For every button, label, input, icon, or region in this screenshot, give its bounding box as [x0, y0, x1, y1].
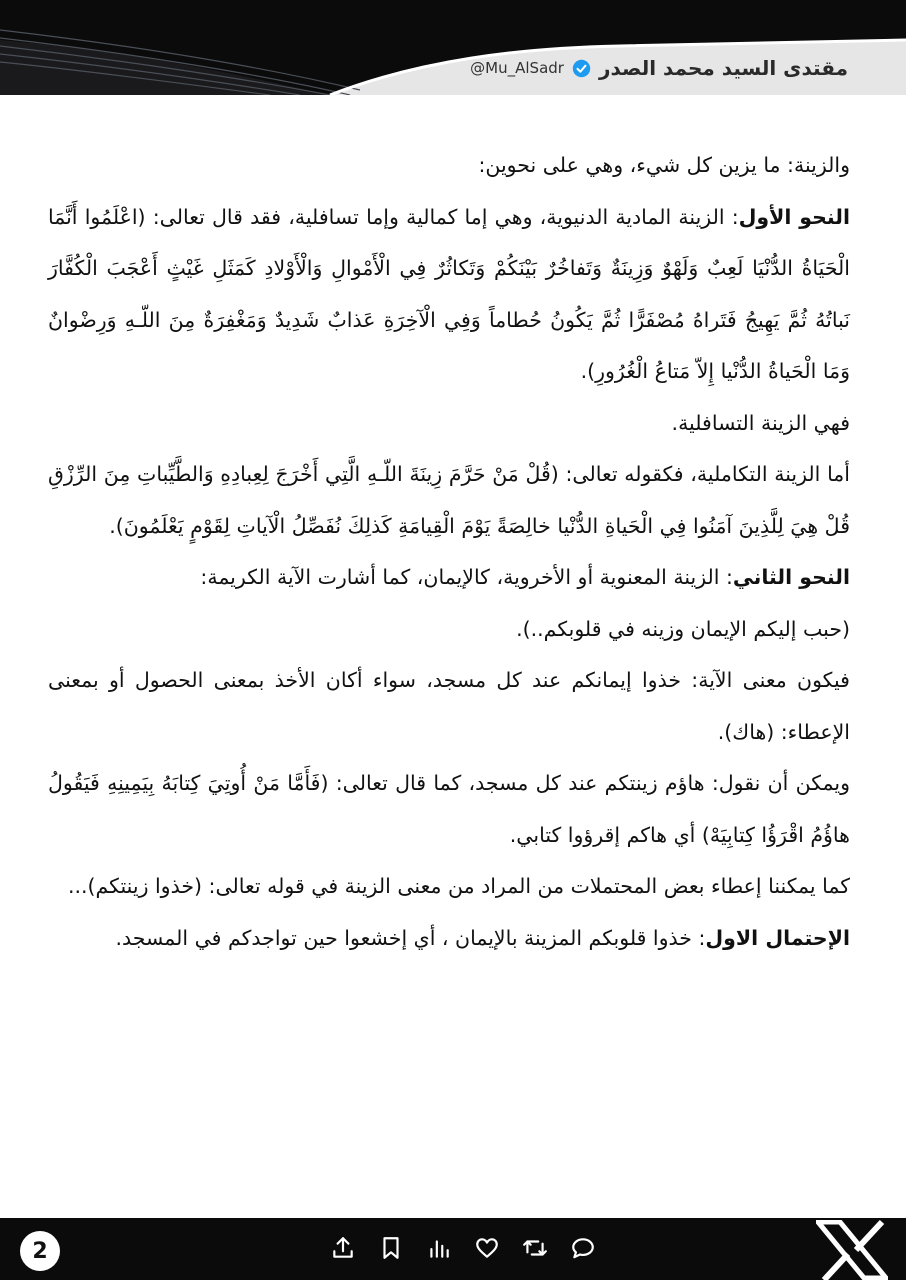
page-number: 2	[20, 1231, 60, 1271]
action-bar	[330, 1235, 596, 1261]
views-icon[interactable]	[426, 1235, 452, 1261]
repost-icon[interactable]	[522, 1235, 548, 1261]
paragraph: فيكون معنى الآية: خذوا إيمانكم عند كل مسجد، سواء أكان الأخذ بمعنى الحصول أو بمعنى الإعطاء: (هاك).	[48, 668, 850, 744]
share-icon[interactable]	[330, 1235, 356, 1261]
paragraph: النحو الأول: الزينة المادية الدنيوية، وهي إما كمالية وإما تسافلية، فقد قال تعالى: (اعْلَمُوا أَنَّمَا الْحَيَاةُ الدُّنْيَا لَعِبٌ وَلَهْوٌ وَزِينَةٌ وَتَفاخُرٌ بَيْنَكُمْ وَتَكاثُرٌ فِي الْأَمْوالِ وَالْأَوْلادِ كَمَثَلِ غَيْثٍ أَعْجَبَ الْكُفَّارَ نَباتُهُ ثُمَّ يَهِيجُ فَتَراهُ مُصْفَرًّا ثُمَّ يَكُونُ حُطاماً وَفِي الْآخِرَةِ عَذابٌ شَدِيدٌ وَمَغْفِرَةٌ مِنَ اللّـهِ وَرِضْوانٌ وَمَا الْحَياةُ الدُّنْيا إِلاّ مَتاعُ الْغُرُورِ).	[48, 204, 850, 383]
paragraph: (حبب إليكم الإيمان وزينه في قلوبكم..).	[516, 616, 850, 641]
author-info	[470, 56, 848, 80]
paragraph: أما الزينة التكاملية، فكقوله تعالى: (قُلْ مَنْ حَرَّمَ زِينَةَ اللّـهِ الَّتِي أَخْرَجَ لِعِبادِهِ وَالطَّيِّباتِ مِنَ الرِّزْقِ قُلْ هِيَ لِلَّذِينَ آمَنُوا فِي الْحَياةِ الدُّنْيا خالِصَةً يَوْمَ الْقِيامَةِ كَذلِكَ نُفَصِّلُ الْآياتِ لِقَوْمٍ يَعْلَمُونَ).	[48, 462, 850, 538]
paragraph: النحو الثاني: الزينة المعنوية أو الأخروية، كالإيمان، كما أشارت الآية الكريمة:	[200, 565, 850, 589]
x-logo	[816, 1220, 888, 1280]
paragraph: كما يمكننا إعطاء بعض المحتملات من المراد من معنى الزينة في قوله تعالى: (خذوا زينتكم)...	[67, 874, 850, 898]
header-banner	[0, 0, 906, 95]
author-name[interactable]: مقتدى السيد محمد الصدر	[598, 56, 848, 80]
reply-icon[interactable]	[570, 1235, 596, 1261]
footer-bar	[0, 1218, 906, 1280]
paragraph: الإحتمال الاول: خذوا قلوبكم المزينة بالإيمان ، أي إخشعوا حين تواجدكم في المسجد.	[115, 925, 850, 950]
like-icon[interactable]	[474, 1235, 500, 1261]
tweet-body	[48, 140, 850, 964]
section-heading: النحو الثاني	[732, 565, 850, 589]
paragraph: ويمكن أن نقول: هاؤم زينتكم عند كل مسجد، كما قال تعالى: (فَأَمَّا مَنْ أُوتِيَ كِتابَهُ بِيَمِينِهِ فَيَقُولُ هاؤُمُ اقْرَؤُا كِتابِيَهْ) أي هاكم إقرؤوا كتابي.	[48, 771, 850, 847]
author-handle[interactable]: @Mu_AlSadr	[470, 59, 564, 77]
paragraph: فهي الزينة التسافلية.	[671, 410, 850, 435]
bookmark-icon[interactable]	[378, 1235, 404, 1261]
paragraph: والزينة: ما يزين كل شيء، وهي على نحوين:	[478, 153, 850, 177]
verified-badge-icon	[572, 59, 591, 78]
section-heading: الإحتمال الاول	[705, 925, 850, 950]
section-heading: النحو الأول	[738, 204, 850, 229]
